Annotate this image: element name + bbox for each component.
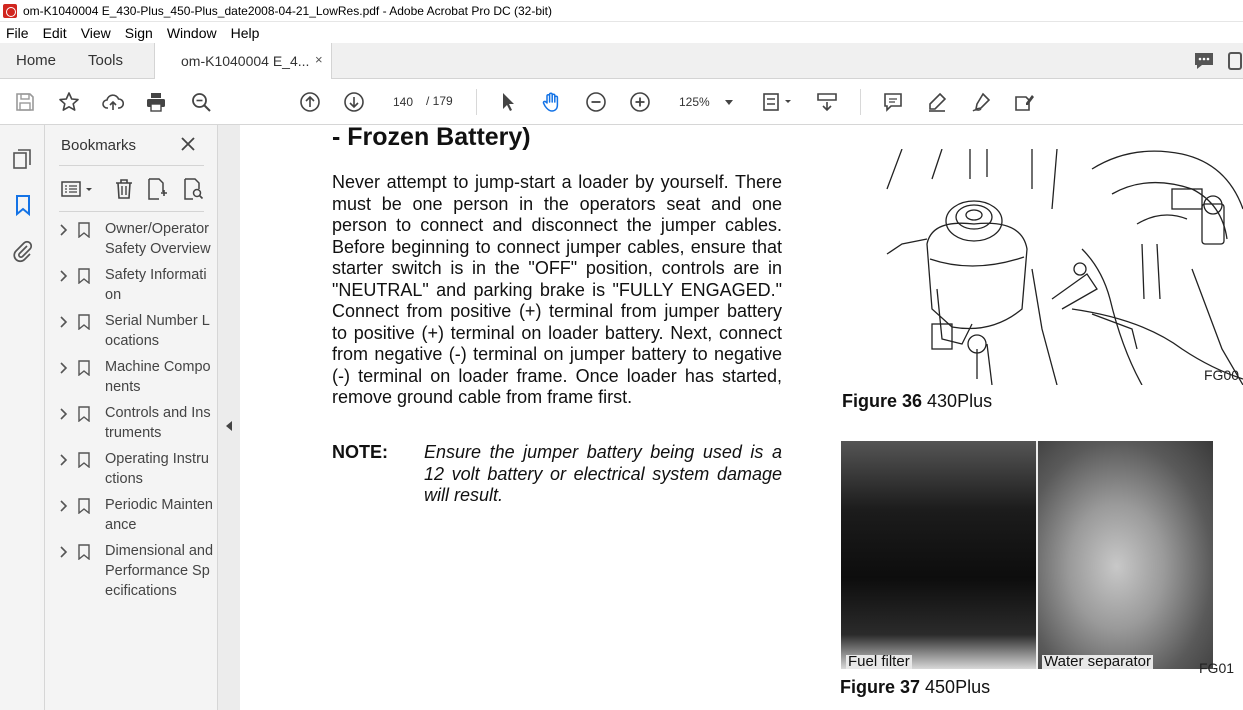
chevron-right-icon[interactable] [59,407,69,421]
scroll-mode-icon[interactable] [815,90,839,114]
star-icon[interactable] [57,90,81,114]
page-total: / 179 [426,94,453,108]
bookmark-icon [78,452,90,468]
divider [59,211,204,212]
menu-help[interactable]: Help [230,24,260,41]
figure-36-drawing [882,149,1243,385]
attachments-paperclip-icon[interactable] [11,239,35,263]
bookmark-label: Machine Components [105,359,211,395]
upload-cloud-icon[interactable] [101,90,125,114]
bookmark-icon [78,360,90,376]
chevron-down-icon [725,100,733,105]
bookmark-icon [78,314,90,330]
bookmark-label: Periodic Maintenance [105,497,213,533]
divider [59,165,204,166]
photo-label-water-separator: Water separator [1044,653,1151,669]
figure-36-model: 430Plus [922,391,993,411]
chevron-right-icon[interactable] [59,223,69,237]
note-label: NOTE: [332,442,388,462]
zoom-level-select[interactable] [672,90,742,114]
bookmarks-panel [45,125,218,710]
tab-bar [0,43,1243,79]
figure-37-caption [840,677,990,698]
chevron-right-icon[interactable] [59,361,69,375]
hand-tool-icon[interactable] [540,90,564,114]
bookmarks-title: Bookmarks [61,137,137,154]
zoom-out-icon[interactable] [584,90,608,114]
bookmark-icon [78,498,90,514]
bookmark-icon [78,544,90,560]
toolbar-separator [476,89,477,115]
new-bookmark-icon[interactable] [145,177,169,201]
figure-36-code: FG00 [1204,367,1240,383]
more-panel-icon[interactable] [1226,50,1242,75]
menu-edit[interactable]: Edit [42,24,67,41]
zoom-search-icon[interactable] [189,90,213,114]
zoom-in-icon[interactable] [628,90,652,114]
save-icon[interactable] [13,90,37,114]
bookmark-label: Operating Instructions [105,451,209,487]
bookmark-item[interactable] [45,311,218,351]
chevron-right-icon[interactable] [59,315,69,329]
collapse-arrow-icon [226,421,232,431]
body-paragraph: Never attempt to jump-start a loader by yourself. There must be one person in the operators seat and one person to connect and disconnect the jumper cables. Before beginning to connect jumper cables, ensure that starter switch is in the "OFF" position, controls are in "NEUTRAL" and parking brake is "FULLY ENGAGED." Connect from positive (+) terminal from jumper battery to positive (+) terminal on loader battery. Next, connect from negative (-) terminal on jumper battery to negative (-) terminal on loader frame. Once loader has started, remove ground cable from frame first. [332,172,782,407]
bookmark-icon [78,406,90,422]
highlight-pen-icon[interactable] [925,90,949,114]
bookmark-item[interactable] [45,219,218,259]
navigation-rail [0,125,45,710]
bookmarks-list [45,219,218,607]
fuel-filter-photo [841,441,1036,669]
fit-page-icon[interactable] [760,90,796,114]
tab-home[interactable]: Home [16,52,57,69]
chevron-right-icon[interactable] [59,499,69,513]
find-bookmark-icon[interactable] [181,177,205,201]
menu-bar [0,22,1243,43]
select-cursor-icon[interactable] [496,90,520,114]
main-toolbar [0,79,1243,125]
figure-37-label: Figure 37 [840,677,921,697]
bookmarks-panel-icon[interactable] [11,193,35,217]
chevron-right-icon[interactable] [59,269,69,283]
draw-sign-icon[interactable] [969,90,993,114]
next-page-icon[interactable] [342,90,366,114]
chevron-right-icon[interactable] [59,545,69,559]
bookmark-icon [78,268,90,284]
menu-file[interactable]: File [6,24,29,41]
figure-37-code: FG01 [1199,660,1235,676]
photo-label-fuel-filter: Fuel filter [848,653,910,669]
bookmark-options-icon[interactable] [61,177,95,201]
tab-document-label: om-K1040004 E_4... [181,53,310,69]
window-title: om-K1040004 E_430-Plus_450-Plus_date2008-04-21_LowRes.pdf - Adobe Acrobat Pro DC (32-bit) [23,3,552,18]
zoom-level-value: 125% [679,95,710,109]
note-text: Ensure the jumper battery being used is a 12 volt battery or electrical system damage will result. [424,442,782,505]
acrobat-app-icon [3,4,17,18]
toolbar-separator [860,89,861,115]
panel-collapse-handle[interactable] [218,125,240,710]
figure-37-model: 450Plus [920,677,991,697]
close-icon[interactable] [179,135,197,153]
add-comment-icon[interactable] [881,90,905,114]
figure-36-label: Figure 36 [842,391,923,411]
print-icon[interactable] [144,90,168,114]
bookmark-label: Dimensional and Performance Specifications [105,543,214,599]
bookmark-item[interactable] [45,495,218,535]
figure-37-photo [841,441,1213,669]
bookmark-label: Serial Number Locations [105,313,210,349]
comment-bubble-icon[interactable] [1192,50,1216,75]
menu-view[interactable]: View [80,24,111,41]
section-heading: - Frozen Battery) [332,125,531,151]
menu-window[interactable]: Window [166,24,217,41]
bookmark-icon [78,222,90,238]
previous-page-icon[interactable] [298,90,322,114]
figure-36-caption [842,391,992,412]
bookmark-item[interactable] [45,449,218,489]
bookmark-label: Safety Information [105,267,207,303]
window-titlebar [0,0,1243,22]
water-separator-photo [1038,441,1213,669]
bookmark-item[interactable] [45,357,218,397]
delete-trash-icon[interactable] [112,177,136,201]
document-view[interactable] [240,125,1243,710]
page-thumbnails-icon[interactable] [11,147,35,171]
fill-sign-icon[interactable] [1012,90,1036,114]
chevron-right-icon[interactable] [59,453,69,467]
bookmark-label: Controls and Instruments [105,405,211,441]
tab-tools[interactable]: Tools [88,52,124,69]
page-number-input[interactable]: 140 [386,90,420,114]
menu-sign[interactable]: Sign [124,24,153,41]
tab-close-icon[interactable]: × [315,52,323,67]
bookmark-item[interactable] [45,403,218,443]
bookmark-label: Owner/Operator Safety Overview [105,221,211,257]
bookmark-item[interactable] [45,541,218,601]
tab-document[interactable] [154,43,332,79]
bookmark-item[interactable] [45,265,218,305]
